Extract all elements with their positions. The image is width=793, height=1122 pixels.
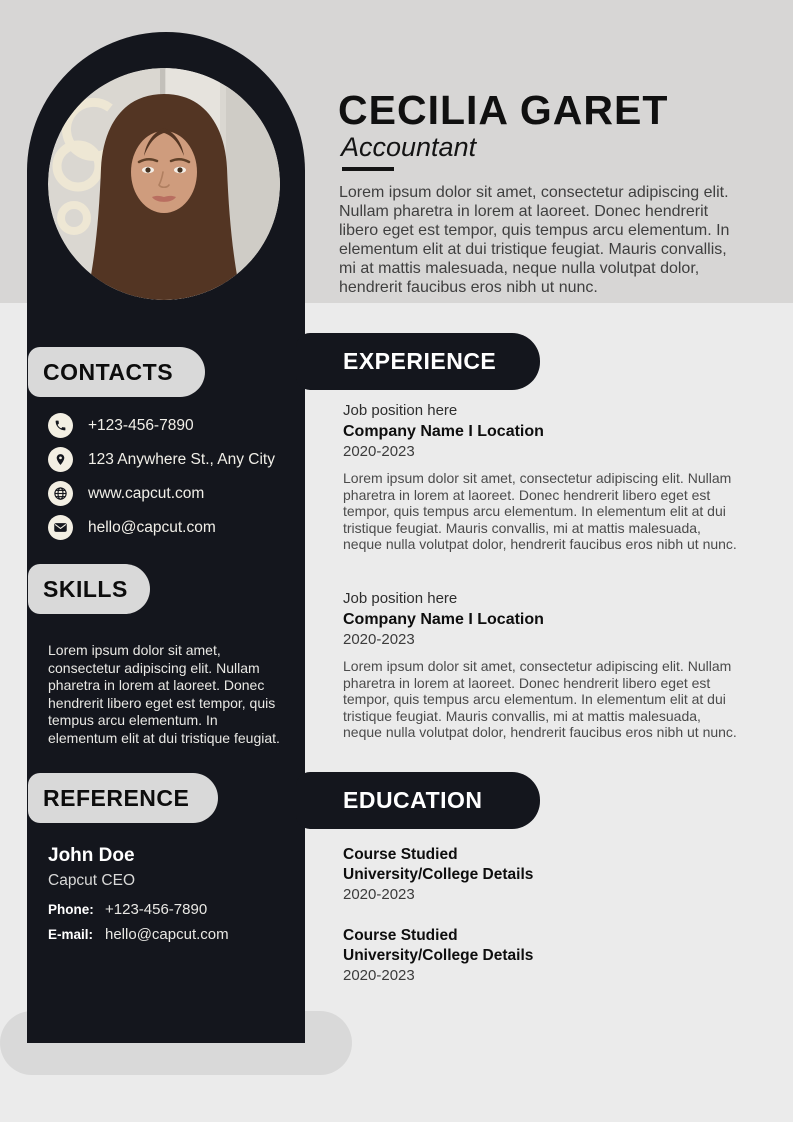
education-entry: [343, 926, 743, 986]
education-course: Course Studied: [343, 927, 458, 944]
reference-phone-row: [48, 901, 288, 918]
reference-phone-value: +123-456-7890: [105, 901, 208, 918]
education-university: University/College Details: [343, 947, 534, 964]
contact-email-text: hello@capcut.com: [88, 518, 216, 536]
experience-position: Job position here: [343, 402, 458, 419]
reference-block: [48, 845, 288, 943]
reference-role: Capcut CEO: [48, 872, 136, 889]
experience-description: Lorem ipsum dolor sit amet, consectetur adipiscing elit. Nullam pharetra in lorem at laoreet. Donec hendrerit libero eget est tempor, quis tempus arcu elementum. In elementum elit at dui tristique feugiat. Mauris convallis, mi at mattis malesuada, neque nulla volutpat dolor, hendrerit faucibus eros nibh ut nunc.: [343, 470, 737, 552]
education-heading-label: EDUCATION: [343, 787, 483, 813]
contact-phone-text: +123-456-7890: [88, 416, 194, 434]
experience-dates: 2020-2023: [343, 631, 415, 648]
reference-name: John Doe: [48, 845, 135, 866]
experience-heading-label: EXPERIENCE: [343, 348, 497, 374]
portrait-illustration: [48, 68, 280, 300]
profile-photo: [48, 68, 280, 300]
experience-company: Company Name I Location: [343, 423, 544, 440]
contact-row-address: [48, 447, 275, 472]
title-underline: [342, 167, 394, 171]
contact-website-text: www.capcut.com: [88, 484, 205, 502]
contact-row-website: [48, 481, 275, 506]
phone-icon: [48, 413, 73, 438]
name-heading: CECILIA GARET: [338, 87, 669, 133]
education-dates: 2020-2023: [343, 967, 415, 984]
contact-row-phone: [48, 413, 275, 438]
experience-entry: [343, 401, 743, 553]
experience-section-header: [296, 333, 540, 390]
experience-entry: [343, 589, 743, 741]
experience-dates: 2020-2023: [343, 443, 415, 460]
skills-section-header: [28, 564, 150, 614]
email-icon: [48, 515, 73, 540]
education-university: University/College Details: [343, 866, 534, 883]
reference-email-row: [48, 926, 288, 943]
location-icon: [48, 447, 73, 472]
experience-position: Job position here: [343, 590, 458, 607]
education-course: Course Studied: [343, 846, 458, 863]
job-title: Accountant: [341, 132, 477, 162]
contact-list: [48, 413, 275, 540]
skills-text: Lorem ipsum dolor sit amet, consectetur adipiscing elit. Nullam pharetra in lorem at laoreet. Donec hendrerit libero eget est tempor, quis tempus arcu elementum. In elementum elit at dui tristique feugiat.: [48, 642, 280, 746]
reference-heading-label: REFERENCE: [43, 784, 190, 811]
experience-description: Lorem ipsum dolor sit amet, consectetur adipiscing elit. Nullam pharetra in lorem at laoreet. Donec hendrerit libero eget est tempor, quis tempus arcu elementum. In elementum elit at dui tristique feugiat. Mauris convallis, mi at mattis malesuada, neque nulla volutpat dolor, hendrerit faucibus eros nibh ut nunc.: [343, 658, 737, 740]
reference-section-header: [28, 773, 218, 823]
reference-email-value: hello@capcut.com: [105, 926, 229, 943]
education-dates: 2020-2023: [343, 886, 415, 903]
education-section-header: [296, 772, 540, 829]
reference-email-label: E-mail:: [48, 927, 94, 942]
experience-company: Company Name I Location: [343, 611, 544, 628]
skills-heading-label: SKILLS: [43, 575, 128, 602]
contact-address-text: 123 Anywhere St., Any City: [88, 450, 275, 468]
education-entry: [343, 845, 743, 905]
contacts-heading-label: CONTACTS: [43, 358, 174, 385]
contact-row-email: [48, 515, 275, 540]
contacts-section-header: [28, 347, 205, 397]
reference-phone-label: Phone:: [48, 902, 94, 917]
summary-paragraph: Lorem ipsum dolor sit amet, consectetur adipiscing elit. Nullam pharetra in lorem at laoreet. Donec hendrerit libero eget est tempor, quis tempus arcu elementum. In elementum elit at dui tristique feugiat. Mauris convallis, mi at mattis malesuada, neque nulla volutpat dolor, hendrerit faucibus eros nibh ut nunc.: [339, 184, 730, 296]
globe-icon: [48, 481, 73, 506]
